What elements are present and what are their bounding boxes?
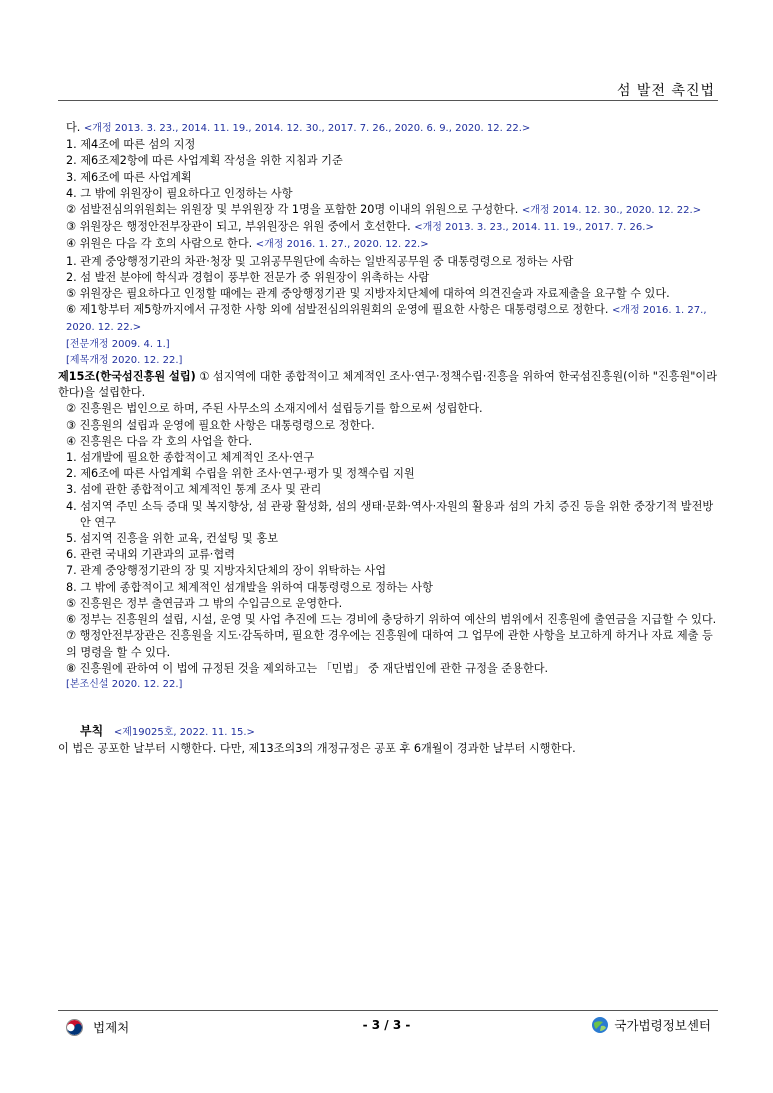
paragraph-7 xyxy=(58,219,718,236)
article-15-item-9 xyxy=(58,547,718,563)
article-15-heading xyxy=(58,369,718,401)
article-15-item-text: ⑧ 진흥원에 관하여 이 법에 규정된 것을 제외하고는 「민법」 중 재단법인에 관한 규정을 준용한다. xyxy=(66,661,549,675)
article-15-item-11 xyxy=(58,580,718,596)
article-15-item-1 xyxy=(58,401,718,417)
paragraph-12 xyxy=(58,302,718,336)
amendment-note: <개정 2016. 1. 27., 2020. 12. 22.> xyxy=(255,239,429,251)
paragraph-text: ⑤ 위원장은 필요하다고 인정할 때에는 관계 중앙행정기관 및 지방자치단체에 대하여 의견진술과 자료제출을 요구할 수 있다. xyxy=(66,287,670,301)
article-15-item-text: ⑤ 진흥원은 정부 출연금과 그 밖의 수입금으로 운영한다. xyxy=(66,596,343,610)
article-15-item-13 xyxy=(58,612,718,628)
footer-agency: 법제처 xyxy=(93,1020,130,1035)
article-15-item-text: ④ 진흥원은 다음 각 호의 사업을 한다. xyxy=(66,434,253,448)
article-15-item-12 xyxy=(58,596,718,612)
article-15-item-text: 2. 제6조에 따른 사업계획 수립을 위한 조사·연구·평가 및 정책수립 지원 xyxy=(66,467,415,481)
footer-right xyxy=(591,1016,711,1034)
document-title: 섬 발전 촉진법 xyxy=(616,83,715,99)
paragraph-5 xyxy=(58,186,718,202)
history-note-2: [제목개정 2020. 12. 22.] xyxy=(66,354,183,366)
footer-divider xyxy=(58,1010,718,1011)
article-14-history xyxy=(58,337,718,369)
paragraph-text: ② 섬발전심의위원회는 위원장 및 부위원장 각 1명을 포함한 20명 이내의 위원으로 구성한다. xyxy=(66,203,522,217)
addenda-text: 이 법은 공포한 날부터 시행한다. 다만, 제13조의3의 개정규정은 공포 후 6개월이 경과한 날부터 시행한다. xyxy=(58,742,576,756)
article-15-item-14 xyxy=(58,628,718,660)
paragraph-6 xyxy=(58,202,718,219)
paragraph-text: 2. 제6조제2항에 따른 사업계획 작성을 위한 지침과 기준 xyxy=(66,154,343,168)
article-15-item-text: ⑦ 행정안전부장관은 진흥원을 지도·감독하며, 필요한 경우에는 진흥원에 대하여 그 업무에 관한 사항을 보고하게 하거나 자료 제출 등의 명령을 할 수 있다. xyxy=(66,629,713,659)
article-15-item-text: ⑥ 정부는 진흥원의 설립, 시설, 운영 및 사업 추진에 드는 경비에 충당하기 위하여 예산의 범위에서 진흥원에 출연금을 지급할 수 있다. xyxy=(66,613,717,627)
article-15-item-6 xyxy=(58,482,718,498)
article-15-item-3 xyxy=(58,434,718,450)
paragraph-10 xyxy=(58,270,718,286)
article-15-item-10 xyxy=(58,563,718,579)
article-15 xyxy=(58,369,718,693)
addenda-amendment-note: <제19025호, 2022. 11. 15.> xyxy=(113,727,255,739)
paragraph-2 xyxy=(58,137,718,153)
amendment-note: <개정 2013. 3. 23., 2014. 11. 19., 2014. 12. 30., 2017. 7. 26., 2020. 6. 9., 2020. 12. 22.> xyxy=(83,123,531,134)
paragraph-4 xyxy=(58,170,718,186)
addenda-title: 부칙 xyxy=(80,724,104,739)
law-body xyxy=(58,120,718,758)
paragraph-text: 1. 제4조에 따른 섬의 지정 xyxy=(66,138,196,152)
paragraph-text: 4. 그 밖에 위원장이 필요하다고 인정하는 사항 xyxy=(66,186,293,200)
history-note-1: [전문개정 2009. 4. 1.] xyxy=(66,338,170,350)
paragraph-11 xyxy=(58,286,718,302)
article-15-item-text: 8. 그 밖에 종합적이고 체계적인 섬개발을 위하여 대통령령으로 정하는 사항 xyxy=(66,580,433,594)
article-15-paragraphs xyxy=(58,401,718,676)
paragraph-text: 다. xyxy=(66,121,84,134)
paragraph-text: 1. 관계 중앙행정기관의 차관·청장 및 고위공무원단에 속하는 일반직공무원 중 대통령령으로 정하는 사람 xyxy=(66,254,574,268)
article-15-title: 제15조(한국섬진흥원 설립) xyxy=(58,370,196,384)
globe-logo-icon xyxy=(591,1016,609,1034)
article-15-history: [본조신설 2020. 12. 22.] xyxy=(66,678,183,690)
article-15-item-text: 4. 섬지역 주민 소득 증대 및 복지향상, 섬 관광 활성화, 섬의 생태·문화·역사·자원의 활용과 섬의 가치 증진 등을 위한 중장기적 발전방안 연구 xyxy=(66,499,714,529)
addenda-heading xyxy=(58,723,718,741)
amendment-note: <개정 2013. 3. 23., 2014. 11. 19., 2017. 7. 26.> xyxy=(414,222,654,234)
article-15-item-text: ② 진흥원은 법인으로 하며, 주된 사무소의 소재지에서 설립등기를 함으로써 성립한다. xyxy=(66,402,483,416)
article-15-item-8 xyxy=(58,531,718,547)
article-15-item-7 xyxy=(58,499,718,531)
article-15-item-15 xyxy=(58,661,718,677)
amendment-note: <개정 2016. 1. 27., 2020. 12. 22.> xyxy=(66,305,707,334)
header-divider xyxy=(58,100,718,101)
article-14-continuation xyxy=(58,120,718,337)
article-15-item-text: 1. 섬개발에 필요한 종합적이고 체계적인 조사·연구 xyxy=(66,451,315,465)
article-15-item-4 xyxy=(58,450,718,466)
footer-center-name: 국가법령정보센터 xyxy=(614,1018,711,1033)
article-15-item-5 xyxy=(58,466,718,482)
article-15-item-text: 7. 관계 중앙행정기관의 장 및 지방자치단체의 장이 위탁하는 사업 xyxy=(66,564,387,578)
paragraph-text: ④ 위원은 다음 각 호의 사람으로 한다. xyxy=(66,237,256,251)
paragraph-text: ⑥ 제1항부터 제5항까지에서 규정한 사항 외에 섬발전심의위원회의 운영에 필요한 사항은 대통령령으로 정한다. xyxy=(66,303,613,317)
paragraph-text: 2. 섬 발전 분야에 학식과 경험이 풍부한 전문가 중 위원장이 위촉하는 사람 xyxy=(66,270,430,284)
page-number: - 3 / 3 - xyxy=(362,1018,411,1032)
paragraph-3 xyxy=(58,153,718,169)
addenda xyxy=(58,723,718,757)
article-15-item-2 xyxy=(58,418,718,434)
amendment-note: <개정 2014. 12. 30., 2020. 12. 22.> xyxy=(521,205,702,217)
paragraph-8 xyxy=(58,236,718,253)
article-15-item-text: 5. 섬지역 진흥을 위한 교육, 컨설팅 및 홍보 xyxy=(66,532,279,546)
paragraph-1 xyxy=(58,120,718,137)
article-15-paragraph-1: ① 섬지역에 대한 종합적이고 체계적인 조사·연구·정책수립·진흥을 위하여 한국섬진흥원(이하 "진흥원"이라 한다)을 설립한다. xyxy=(58,370,718,400)
paragraph-text: 3. 제6조에 따른 사업계획 xyxy=(66,170,192,184)
paragraph-9 xyxy=(58,254,718,270)
article-15-item-text: ③ 진흥원의 설립과 운영에 필요한 사항은 대통령령으로 정한다. xyxy=(66,418,375,432)
paragraph-text: ③ 위원장은 행정안전부장관이 되고, 부위원장은 위원 중에서 호선한다. xyxy=(66,220,415,234)
article-15-item-text: 6. 관련 국내외 기관과의 교류·협력 xyxy=(66,548,235,562)
article-15-item-text: 3. 섬에 관한 종합적이고 체계적인 통계 조사 및 관리 xyxy=(66,483,322,497)
